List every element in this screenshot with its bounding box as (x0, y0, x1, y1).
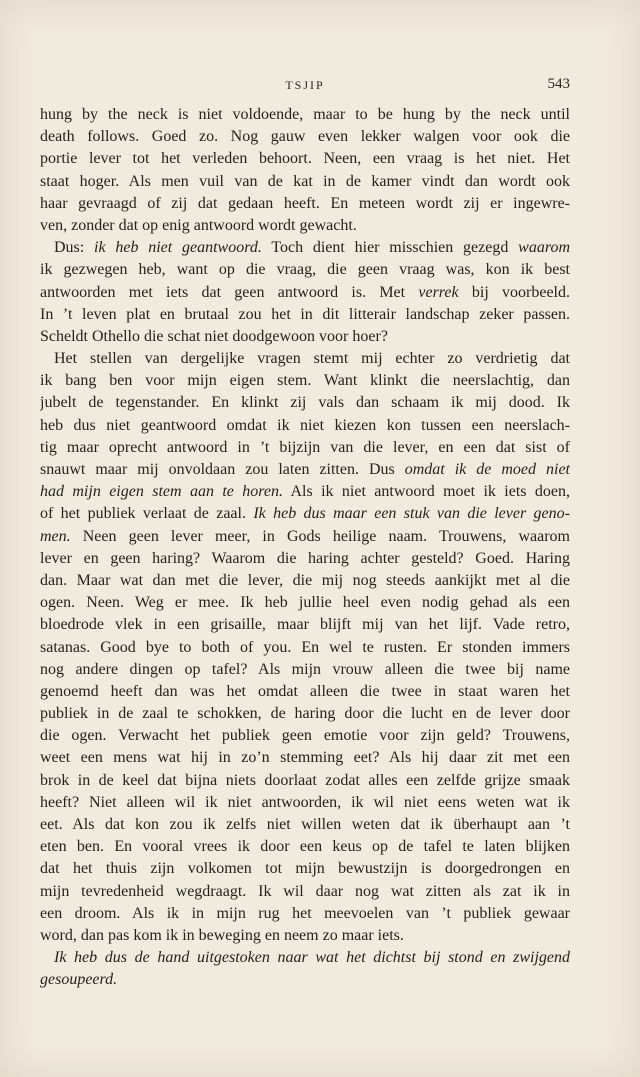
text-line (40, 526, 570, 548)
text-run: Als ik niet antwoord moet ik iets doen, (283, 483, 570, 501)
text-run: Toch dient hier misschien gezegd (261, 239, 519, 257)
italic-run: verrek (418, 283, 459, 301)
text-line: haar gevraagd of zij dat gedaan heeft. En meteen wordt zij er ingewre- (40, 194, 570, 212)
text-line: Ik heb dus de hand uitgestoken naar wat het dichtst bij stond en zwijgend (54, 949, 570, 967)
text-line: hung by the neck is niet voldoende, maar to be hung by the neck until (40, 106, 570, 123)
italic-run: had mijn eigen stem aan te horen. (40, 483, 283, 501)
italic-run: ik heb niet geantwoord. (94, 239, 262, 257)
text-line: eten ben. En vooral vrees ik door een keus op de tafel te laten blijken (40, 838, 570, 856)
text-line: Het stellen van dergelijke vragen stemt mij echter zo verdrietig dat (54, 350, 570, 368)
text-line: ik gezwegen heb, want op die vraag, die geen vraag was, kon ik best (40, 261, 570, 279)
italic-run: Ik heb dus maar een stuk van die lever geno- (253, 505, 570, 523)
text-line (40, 503, 570, 525)
italic-run: men. (40, 527, 71, 545)
text-run: of het publiek verlaat de zaal. (40, 505, 254, 523)
text-line: nog andere dingen op tafel? Als mijn vrouw alleen die twee bij name (40, 660, 570, 678)
text-line: ik bang ben voor mijn eigen stem. Want klinkt die neerslachtig, dan (40, 372, 570, 390)
text-line: word, dan pas kom ik in beweging en neem zo maar iets. (40, 926, 404, 944)
italic-run: omdat ik de moed niet (404, 461, 570, 478)
text-line: lever en geen haring? Waarom die haring achter gesteld? Goed. Haring (40, 549, 570, 567)
text-line: staat hoger. Als men vuil van de kat in de kamer vindt dan wordt ook (40, 172, 570, 190)
text-line: ven, zonder dat op enig antwoord wordt gewacht. (40, 216, 357, 234)
text-run: bij voorbeeld. (458, 283, 570, 301)
text-line (40, 237, 570, 259)
text-line: Scheldt Othello die schat niet doodgewoon voor hoer? (40, 327, 388, 345)
text-line: eet. Als dat kon zou ik zelfs niet willen weten dat ik überhaupt aan ’t (40, 816, 570, 833)
text-line: In ’t leven plat en brutaal zou het in dit litterair landschap zeker passen. (40, 305, 570, 323)
italic-run: waarom (518, 239, 570, 257)
text-run: Neen geen lever meer, in Gods heilige naam. Trouwens, waarom (70, 527, 570, 545)
text-line: portie lever tot het verleden behoort. Neen, een vraag is het niet. Het (40, 150, 570, 168)
text-line: heeft? Niet alleen wil ik niet antwoorden, ik wil niet eens weten wat ik (40, 793, 570, 811)
text-line: gesoupeerd. (40, 971, 118, 989)
text-line: tig maar oprecht antwoord in ’t bijzijn van die lever, en een dat sist of (40, 438, 570, 456)
text-line: brok in de keel dat bijna niets doorlaat zodat alles een zelfde grijze smaak (40, 771, 570, 789)
text-line: die ogen. Verwacht het publiek geen emotie voor zijn geld? Trouwens, (40, 727, 570, 745)
text-line: ogen. Neen. Weg er mee. Ik heb jullie heel even nodig gehad als een (40, 594, 570, 612)
text-line: publiek in de zaal te schokken, de haring door die lucht en de lever door (40, 705, 570, 723)
page-header (40, 76, 570, 100)
text-line: jubelt de tegenstander. En klinkt zij vals dan schaam ik mij dood. Ik (40, 394, 570, 412)
body-text (40, 104, 570, 992)
text-line (40, 481, 570, 503)
text-line (40, 282, 570, 304)
text-line (40, 459, 570, 481)
text-line: een droom. Als ik in mijn rug het meevoelen van ’t publiek gewaar (40, 904, 570, 922)
text-line: genoemd heeft dan was het omdat alleen die twee in staat waren het (40, 682, 570, 700)
text-line: dat het thuis zijn volkomen tot mijn bewustzijn is doorgedrongen en (40, 860, 570, 878)
text-run: Dus: (54, 239, 95, 257)
text-line: heb dus niet geantwoord omdat ik niet kiezen kon tussen een neerslach- (40, 416, 570, 434)
text-run: snauwt maar mij onvoldaan zou laten zitten. Dus (40, 461, 405, 478)
text-line: dan. Maar wat dan met die lever, die mij nog steeds aankijkt met al die (40, 571, 570, 589)
text-run: antwoorden met iets dat geen antwoord is. Met (40, 283, 419, 301)
text-line: bloedrode vlek in een grisaille, maar blijft mij van het lijf. Vade retro, (40, 616, 570, 634)
running-head: TSJIP (285, 78, 325, 92)
page-number: 543 (547, 76, 570, 92)
text-line: death follows. Goed zo. Nog gauw even lekker walgen voor ook die (40, 128, 570, 146)
text-line: satanas. Good bye to both of you. En wel te rusten. Er stonden immers (40, 638, 570, 656)
text-line: weet een mens wat hij in zo’n stemming eet? Als hij daar zit met een (40, 749, 570, 767)
text-line: mijn tevredenheid wegdraagt. Ik wil daar nog wat zitten als zat ik in (40, 882, 570, 900)
